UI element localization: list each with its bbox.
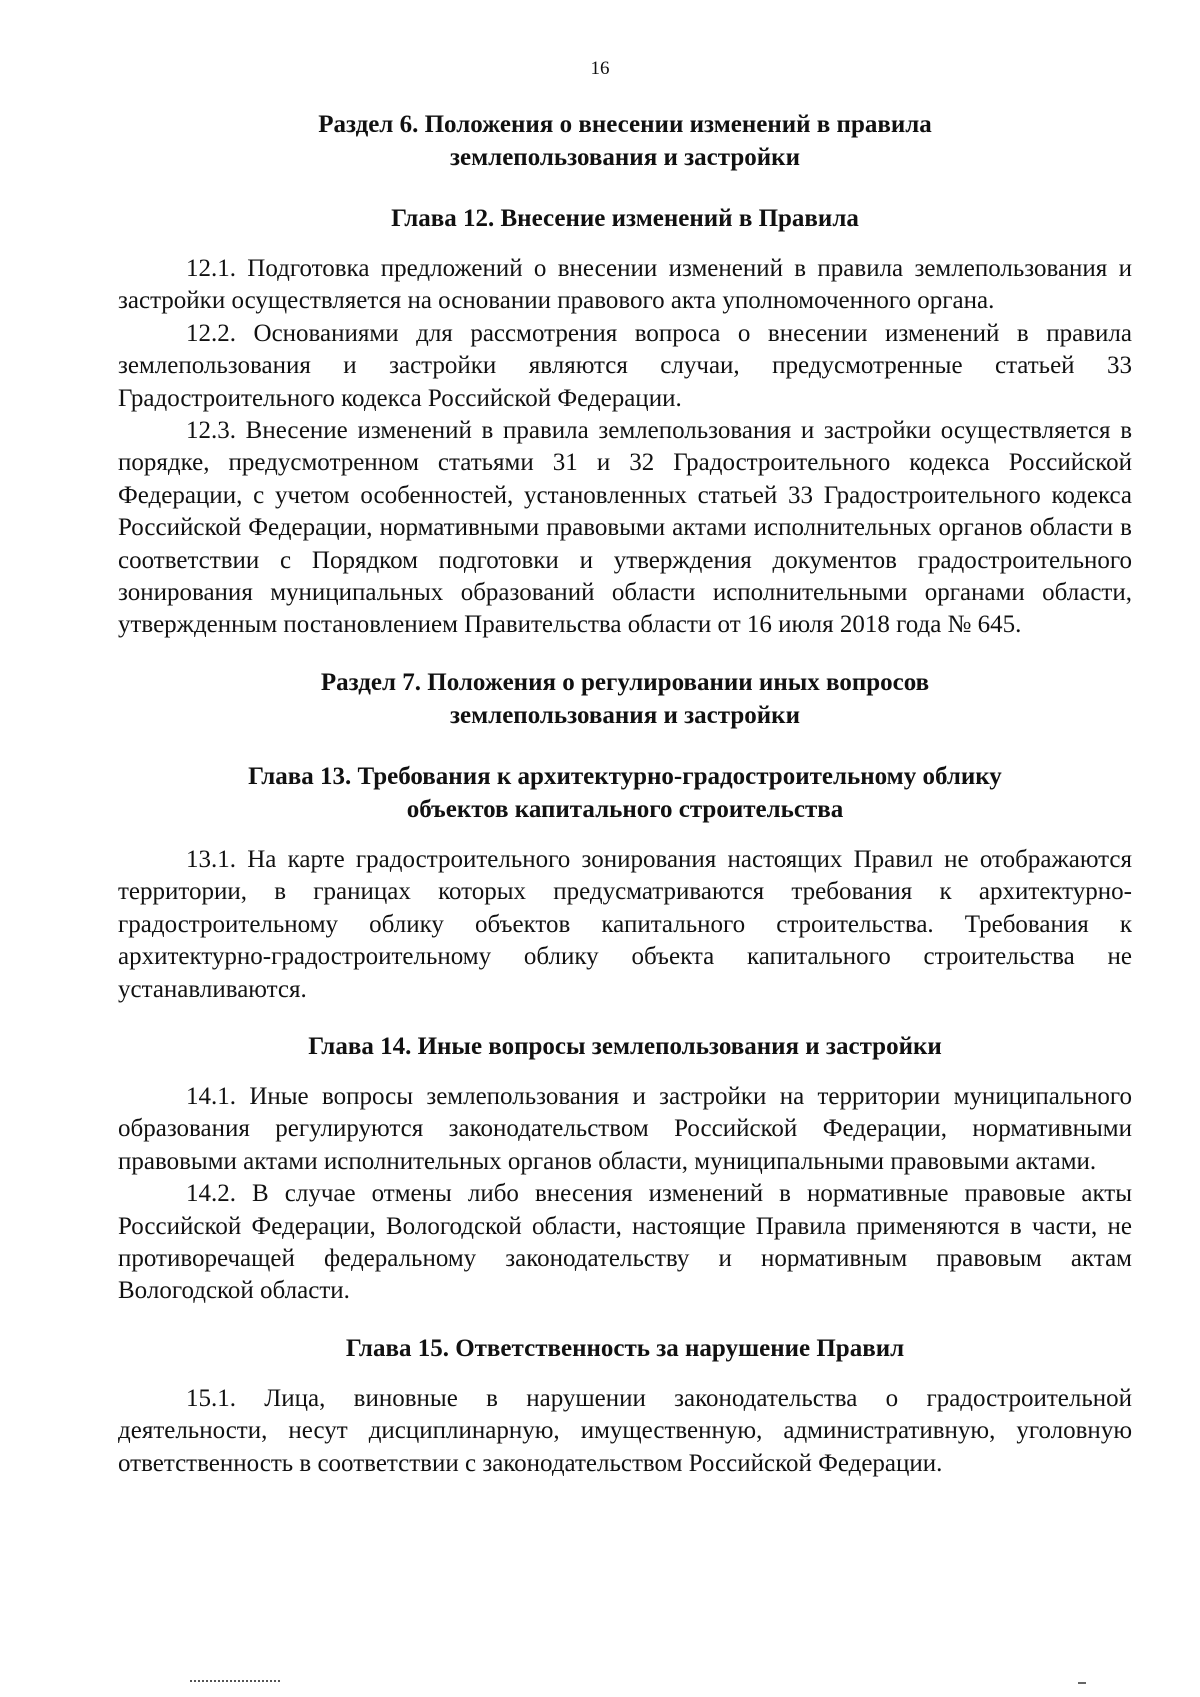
chapter-13-title-line-1: Глава 13. Требования к архитектурно-градостроительному облику	[248, 762, 1002, 790]
chapter-12-title	[118, 202, 1132, 235]
document-body	[118, 108, 1132, 1504]
section-7-title-line-2: землепользования и застройки	[450, 701, 800, 729]
chapter-13-body	[118, 844, 1132, 1006]
section-6-title-line-2: землепользования и застройки	[450, 144, 800, 171]
section-7-title-line-1: Раздел 7. Положения о регулировании иных вопросов	[320, 668, 930, 696]
chapter-13-title-line-2: объектов капитального строительства	[406, 795, 844, 823]
paragraph-12-2: 12.2. Основаниями для рассмотрения вопроса о внесении изменений в правила землепользования и застройки являются случаи, предусмотренные статьей 33 Градостроительного кодекса Российской Федерации.	[118, 319, 1132, 412]
paragraph-14-1: 14.1. Иные вопросы землепользования и застройки на территории муниципального образования регулируются законодательством Российской Федерации, нормативными правовыми актами исполнительных органов области, муниципальными правовыми актами.	[118, 1082, 1132, 1175]
page-number: 16	[590, 58, 610, 79]
scan-artifact-right	[1078, 1682, 1086, 1684]
chapter-15-body	[118, 1383, 1132, 1480]
section-7-title	[118, 666, 1132, 732]
chapter-12-title-text: Глава 12. Внесение изменений в Правила	[391, 205, 859, 232]
paragraph-15-1: 15.1. Лица, виновные в нарушении законодательства о градостроительной деятельности, несут дисциплинарную, имущественную, административную, уголовную ответственность в соответствии с законодательством Российской Федерации.	[118, 1384, 1132, 1477]
paragraph-13-1: 13.1. На карте градостроительного зонирования настоящих Правил не отображаются территории, в границах которых предусматриваются требования к архитектурно-градостроительному облику объектов капитального строительства. Требования к архитектурно-градостроительному облику объекта капитального строительства не устанавливаются.	[118, 845, 1132, 1003]
paragraph-12-1: 12.1. Подготовка предложений о внесении изменений в правила землепользования и застройки осуществляется на основании правового акта уполномоченного органа.	[118, 255, 1132, 315]
section-6-title-line-1: Раздел 6. Положения о внесении изменений в правила	[318, 111, 932, 138]
chapter-15-title	[118, 1332, 1132, 1365]
chapter-14-body	[118, 1081, 1132, 1308]
paragraph-12-3: 12.3. Внесение изменений в правила землепользования и застройки осуществляется в порядке, предусмотренном статьями 31 и 32 Градостроительного кодекса Российской Федерации, с учетом особенностей, установленных статьей 33 Градостроительного кодекса Российской Федерации, нормативными правовыми актами исполнительных органов области в соответствии с Порядком подготовки и утверждения документов градостроительного зонирования муниципальных образований области исполнительными органами области, утвержденным постановлением Правительства области от 16 июля 2018 года № 645.	[118, 417, 1132, 639]
paragraph-14-2: 14.2. В случае отмены либо внесения изменений в нормативные правовые акты Российской Федерации, Вологодской области, настоящие Правила применяются в части, не противоречащей федеральному законодательству и нормативным правовым актам Вологодской области.	[118, 1180, 1132, 1305]
chapter-12-body	[118, 253, 1132, 642]
chapter-15-title-text: Глава 15. Ответственность за нарушение Правил	[345, 1334, 905, 1362]
section-6-title	[118, 108, 1132, 174]
scan-artifact-left	[190, 1680, 280, 1684]
chapter-13-title	[118, 760, 1132, 826]
chapter-14-title	[118, 1030, 1132, 1063]
chapter-14-title-text: Глава 14. Иные вопросы землепользования и застройки	[308, 1032, 942, 1060]
